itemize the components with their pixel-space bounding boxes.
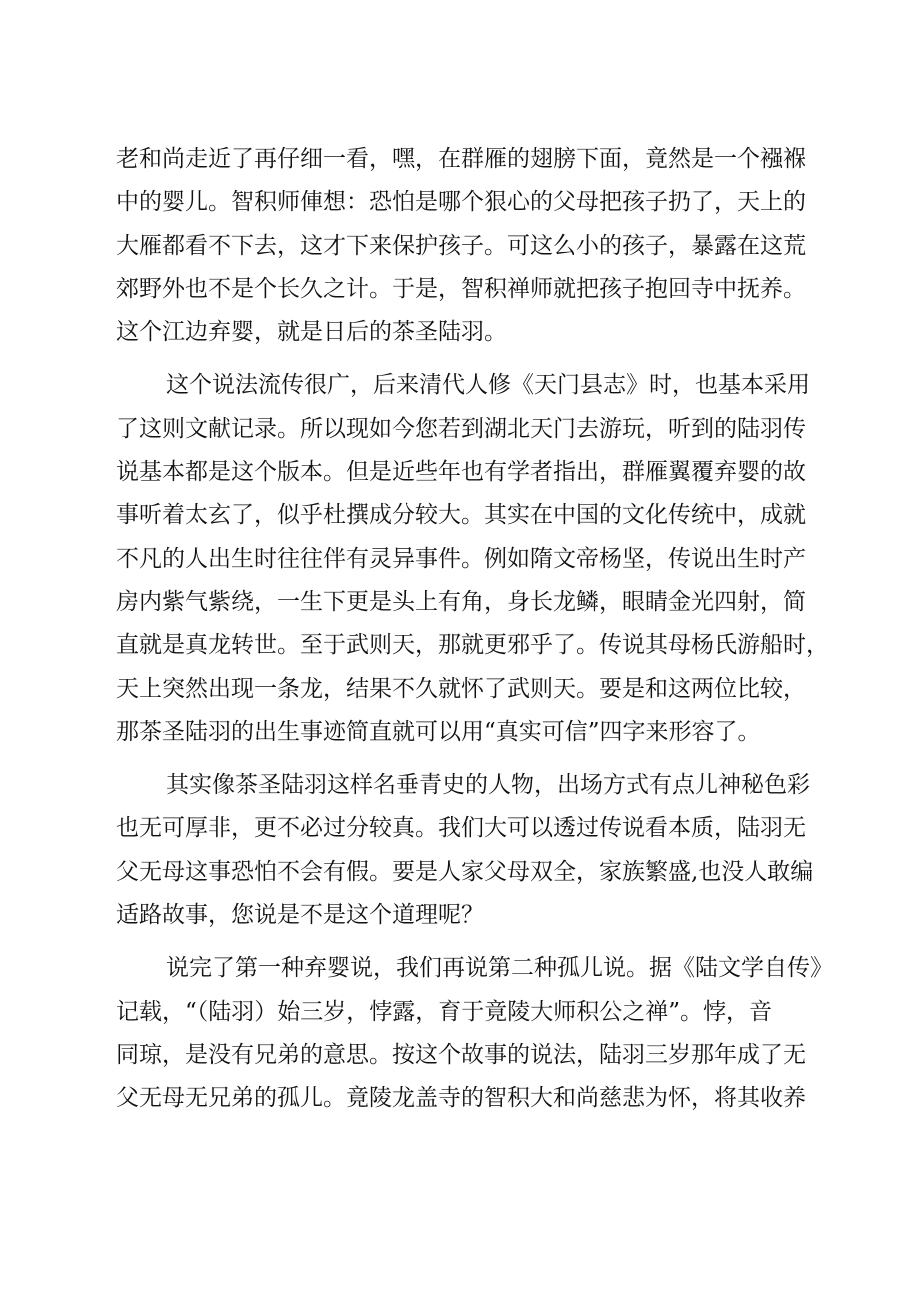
- text-line: 直就是真龙转世。至于武则天，那就更邪乎了。传说其母杨氏游船时，: [116, 632, 829, 659]
- text-line: 这个说法流传很广，后来清代人修《天门县志》时，也基本采用: [166, 372, 810, 399]
- paragraph-3: [116, 764, 826, 937]
- text-line: 说完了第一种弃婴说，我们再说第二种孤儿说。据《陆文学自传》: [166, 955, 833, 982]
- text-line: 同琼，是没有兄弟的意思。按这个故事的说法，陆羽三岁那年成了无: [116, 1041, 806, 1068]
- text-line: 那茶圣陆羽的出生事迹简直就可以用“真实可信”四字来形容了。: [116, 718, 761, 745]
- text-line: 事听着太玄了，似乎杜撰成分较大。其实在中国的文化传统中，成就: [116, 502, 806, 529]
- text-line: 说基本都是这个版本。但是近些年也有学者指出，群雁翼覆弃婴的故: [116, 459, 806, 486]
- text-line: 天上突然出现一条龙，结果不久就怀了武则天。要是和这两位比较，: [116, 675, 806, 702]
- text-line: 其实像茶圣陆羽这样名垂青史的人物，出场方式有点儿神秘色彩: [166, 772, 810, 799]
- text-line: 房内紫气紫绕，一生下更是头上有角，身长龙鳞，眼睛金光四射，简: [116, 588, 806, 615]
- text-line: 父无母无兄弟的孤儿。竟陵龙盖寺的智积大和尚慈悲为怀，将其收养: [116, 1085, 806, 1112]
- body-text: [116, 138, 833, 1121]
- text-line: 郊野外也不是个长久之计。于是，智积禅师就把孩子抱回寺中抚养。: [116, 275, 806, 302]
- text-line: 适路故事，您说是不是这个道理呢？: [116, 902, 484, 929]
- text-line: 记载，“（陆羽）始三岁，悖露，育于竟陵大师积公之禅”。悖，音: [116, 998, 773, 1025]
- paragraph-1: [116, 138, 826, 354]
- text-line: 这个江边弃婴，就是日后的茶圣陆羽。: [116, 319, 507, 346]
- text-line: 不凡的人出生时往往伴有灵异事件。例如隋文帝杨坚，传说出生时产: [116, 545, 806, 572]
- text-line: 了这则文献记录。所以现如今您若到湖北天门去游玩，听到的陆羽传: [116, 415, 806, 442]
- text-line: 中的婴儿。智积师俥想：恐怕是哪个狠心的父母把孩子扔了，天上的: [116, 189, 806, 216]
- paragraph-2: [116, 364, 829, 754]
- text-line: 也无可厚非，更不必过分较真。我们大可以透过传说看本质，陆羽无: [116, 815, 806, 842]
- text-line: 大雁都看不下去，这才下来保护孩子。可这么小的孩子，暴露在这荒: [116, 232, 806, 259]
- text-line: 老和尚走近了再仔细一看，嘿，在群雁的翅膀下面，竟然是一个襁褓: [116, 146, 806, 172]
- text-line: 父无母这事恐怕不会有假。要是人家父母双全，家族繁盛,也没人敢编: [116, 858, 814, 885]
- paragraph-4: [116, 947, 833, 1120]
